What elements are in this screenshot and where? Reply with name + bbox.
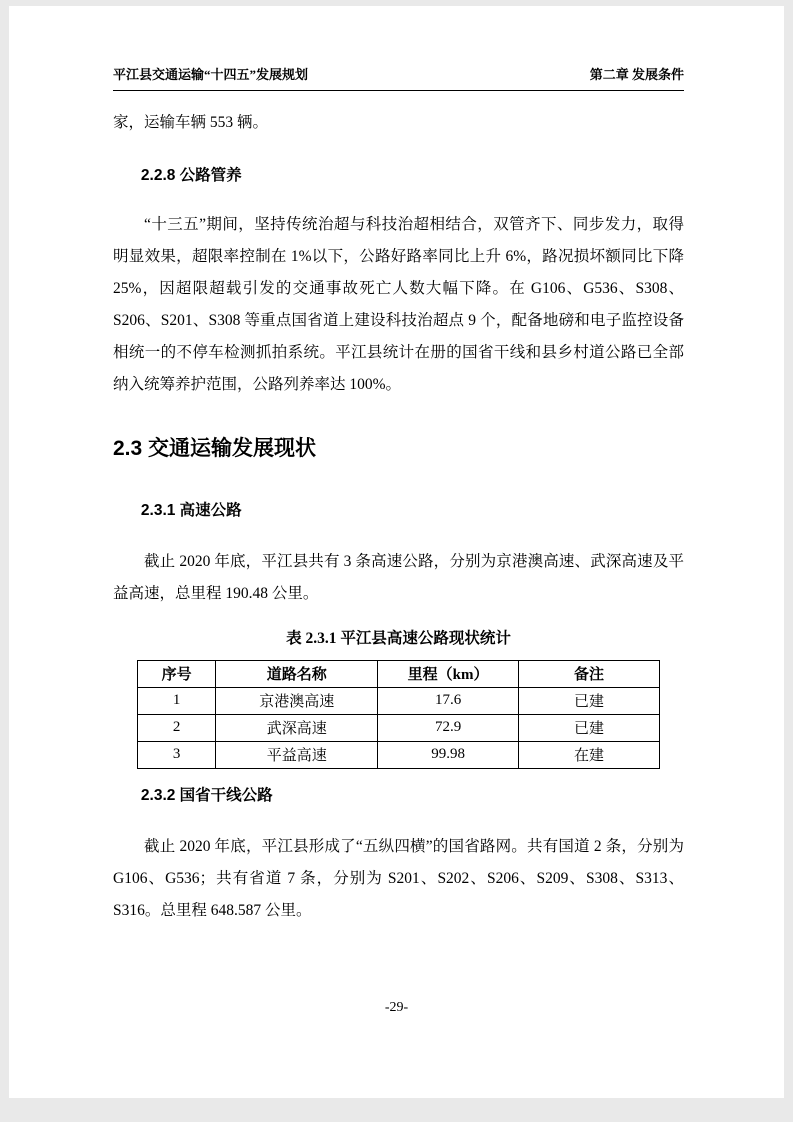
paragraph-2-3-2: 截止 2020 年底，平江县形成了“五纵四横”的国省路网。共有国道 2 条，分别为 G106、G536；共有省道 7 条，分别为 S201、S202、S206、S209、S308、S313、S316。总里程 648.587 公里。 bbox=[113, 837, 684, 919]
cell-mileage: 99.98 bbox=[378, 741, 519, 768]
cell-index: 3 bbox=[138, 741, 216, 768]
heading-2-3-1: 2.3.1 高速公路 bbox=[140, 501, 242, 519]
expressway-status-table bbox=[137, 660, 660, 769]
table-row bbox=[138, 687, 660, 714]
paragraph-2-3-1: 截止 2020 年底，平江县共有 3 条高速公路，分别为京港澳高速、武深高速及平益高速，总里程 190.48 公里。 bbox=[113, 552, 684, 602]
table-header-remark: 备注 bbox=[519, 660, 660, 687]
header-document-title: 平江县交通运输“十四五”发展规划 bbox=[113, 67, 309, 82]
table-row bbox=[138, 741, 660, 768]
heading-2-2-8: 2.2.8 公路管养 bbox=[140, 167, 242, 185]
table-header-row bbox=[138, 660, 660, 687]
header-chapter-title: 第二章 发展条件 bbox=[589, 67, 684, 82]
table-row bbox=[138, 714, 660, 741]
cell-remark: 在建 bbox=[519, 741, 660, 768]
table-header-index: 序号 bbox=[138, 660, 216, 687]
heading-2-3: 2.3 交通运输发展现状 bbox=[113, 436, 317, 460]
document-page bbox=[9, 6, 784, 1098]
page-header bbox=[113, 64, 684, 91]
cell-road-name: 平益高速 bbox=[216, 741, 378, 768]
paragraph-2-2-8: “十三五”期间，坚持传统治超与科技治超相结合，双管齐下、同步发力，取得明显效果，超限率控制在 1%以下，公路好路率同比上升 6%，路况损坏额同比下降25%，因超限超载引发的交通事故死亡人数大幅下降。在 G106、G536、S308、S206、S201、S308 等重点国省道上建设科技治超点 9 个，配备地磅和电子监控设备相统一的不停车检测抓拍系统。平江县统计在册的国省干线和县乡村道公路已全部纳入统筹养护范围，公路列养率达 100%。 bbox=[113, 216, 684, 394]
cell-mileage: 17.6 bbox=[378, 687, 519, 714]
cell-road-name: 武深高速 bbox=[216, 714, 378, 741]
table-header-mileage: 里程（km） bbox=[378, 660, 519, 687]
cell-index: 2 bbox=[138, 714, 216, 741]
carryover-paragraph: 家，运输车辆 553 辆。 bbox=[113, 114, 269, 131]
page-number: -29- bbox=[384, 1000, 409, 1015]
cell-remark: 已建 bbox=[519, 687, 660, 714]
table-caption: 表 2.3.1 平江县高速公路现状统计 bbox=[286, 629, 511, 647]
cell-index: 1 bbox=[138, 687, 216, 714]
heading-2-3-2: 2.3.2 国省干线公路 bbox=[140, 786, 273, 804]
cell-road-name: 京港澳高速 bbox=[216, 687, 378, 714]
cell-remark: 已建 bbox=[519, 714, 660, 741]
cell-mileage: 72.9 bbox=[378, 714, 519, 741]
table-header-road-name: 道路名称 bbox=[216, 660, 378, 687]
